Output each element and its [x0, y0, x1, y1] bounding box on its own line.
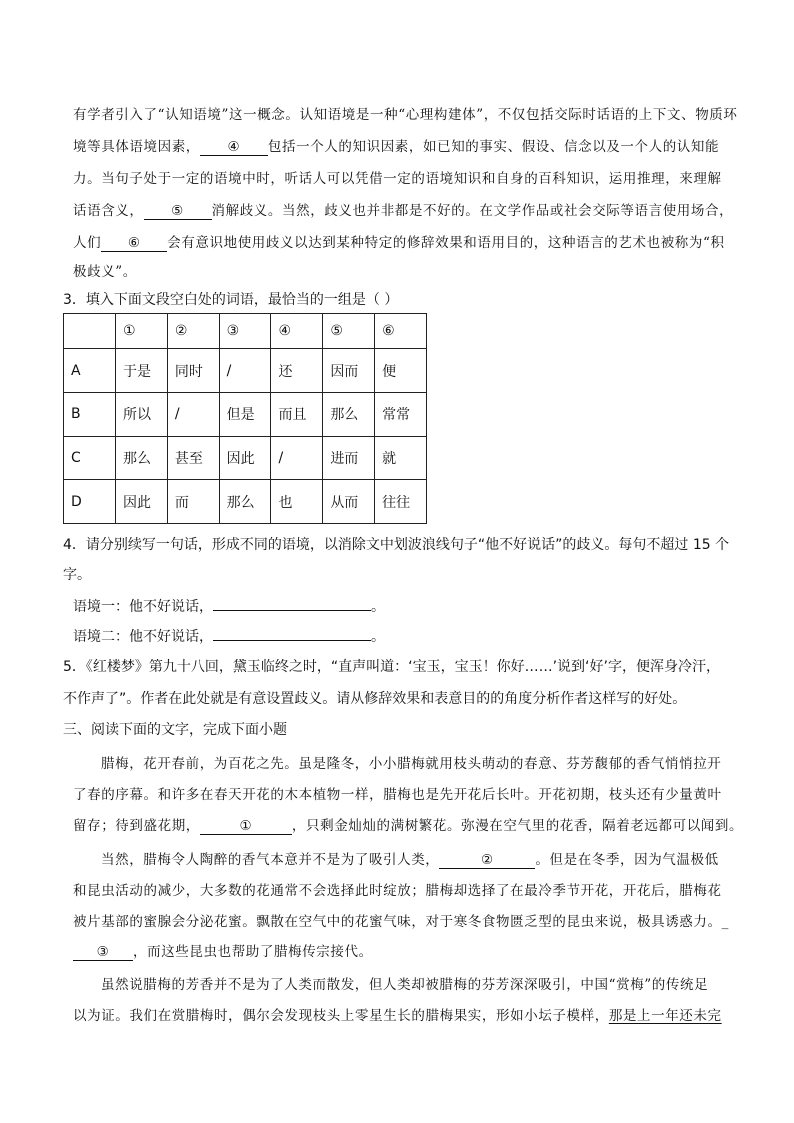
- table-cell: 进而: [323, 436, 375, 480]
- passage2-line-1: 腊梅，花开春前，为百花之先。虽是隆冬，小小腊梅就用枝头萌动的春意、芬芳馥郁的香气悄悄拉开: [101, 756, 722, 772]
- table-cell: 同时: [167, 349, 219, 393]
- table-cell: ③: [219, 314, 271, 349]
- table-cell: 因而: [323, 349, 375, 393]
- question-4-prompt-cont: 字。: [63, 567, 91, 583]
- passage2-line-9: [73, 1004, 722, 1024]
- passage2-line-7-end: ，而这些昆虫也帮助了腊梅传宗接代。: [133, 944, 373, 960]
- question-4-prompt: 4．请分别续写一句话，形成不同的语境，以消除文中划波浪线句子“他不好说话”的歧义。每句不超过 15 个: [63, 537, 730, 553]
- passage2-line-2: 了春的序幕。和许多在春天开花的木本植物一样，腊梅也是先开花后长叶。开花初期，枝头还有少量黄叶: [73, 787, 722, 803]
- table-cell: ②: [167, 314, 219, 349]
- options-table: [63, 313, 427, 524]
- question-5-prompt-cont: 不作声了”。作者在此处就是有意设置歧义。请从修辞效果和表意目的的角度分析作者这样写的好处。: [63, 691, 687, 707]
- passage2-line-6: [73, 910, 729, 930]
- table-cell: 便: [375, 349, 427, 393]
- passage2-line-4-start: 当然，腊梅令人陶醉的香气本意并不是为了吸引人类，: [101, 852, 440, 868]
- passage2-line-7: [73, 940, 373, 961]
- table-cell: /: [271, 436, 323, 480]
- context-1-period: 。: [371, 599, 385, 615]
- context-1-line: [73, 596, 385, 616]
- section-3-title: 三、阅读下面的文字，完成下面小题: [63, 722, 287, 738]
- blank-6: ⑥: [101, 235, 167, 252]
- passage1-line-3: 力。当句子处于一定的语境中时，听话人可以凭借一定的语境知识和自身的百科知识，运用推理，来理解: [73, 171, 722, 187]
- table-cell: 往往: [375, 480, 427, 524]
- passage2-line-4-end: 。但是在冬季，因为气温极低: [535, 852, 719, 868]
- context-2-label: 语境二：他不好说话，: [73, 629, 213, 645]
- table-cell: 那么: [116, 436, 168, 480]
- table-cell: 因此: [116, 480, 168, 524]
- passage2-line-6-text: 被片基部的蜜腺会分泌花蜜。飘散在空气中的花蜜气味，对于寒冬食物匮乏型的昆虫来说，极具诱惑力。: [73, 914, 722, 930]
- table-cell: ④: [271, 314, 323, 349]
- table-cell: 也: [271, 480, 323, 524]
- table-cell: /: [167, 393, 219, 437]
- table-cell: 甚至: [167, 436, 219, 480]
- underlined-sentence: 那是上一年还未完: [608, 1008, 722, 1024]
- table-row: [64, 349, 427, 393]
- table-cell: C: [64, 436, 116, 480]
- passage1-line-5-start: 人们: [73, 235, 102, 251]
- question-5-prompt: 5．《红楼梦》第九十八回，黛玉临终之时，“直声叫道：‘宝玉，宝玉！你好……’说到‘好’字，便浑身冷汗，: [63, 659, 720, 675]
- table-cell: 就: [375, 436, 427, 480]
- passage2-line-6-underscore: _: [721, 914, 729, 930]
- passage1-line-6: 极歧义”。: [73, 264, 137, 280]
- passage2-line-5: 和昆虫活动的减少，大多数的花通常不会选择此时绽放；腊梅却选择了在最冷季节开花，开花后，腊梅花: [73, 883, 722, 899]
- passage1-line-4-start: 话语含义，: [73, 203, 144, 219]
- passage2-line-4: [101, 848, 719, 869]
- table-row: [64, 480, 427, 524]
- passage1-line-2: [73, 135, 719, 156]
- passage1-line-5-end: 会有意识地使用歧义以达到某种特定的修辞效果和语用目的，这种语言的艺术也被称为“积: [167, 235, 725, 251]
- table-header-row: [64, 314, 427, 349]
- passage1-line-2-end: 包括一个人的知识因素，如已知的事实、假设、信念以及一个人的认知能: [267, 139, 720, 155]
- blank-5: ⑤: [144, 203, 212, 220]
- table-cell: /: [219, 349, 271, 393]
- table-row: [64, 436, 427, 480]
- table-cell: 常常: [375, 393, 427, 437]
- table-cell: 那么: [323, 393, 375, 437]
- passage1-line-1: 有学者引入了“认知语境”这一概念。认知语境是一种“心理构建体”，不仅包括交际时话语的上下文、物质环: [73, 107, 738, 123]
- table-cell: B: [64, 393, 116, 437]
- table-cell: 因此: [219, 436, 271, 480]
- table-cell: 而: [167, 480, 219, 524]
- context-2-answer-blank[interactable]: [213, 626, 371, 641]
- table-cell: 于是: [116, 349, 168, 393]
- table-cell: 所以: [116, 393, 168, 437]
- blank-4: ④: [200, 139, 268, 156]
- context-2-period: 。: [371, 629, 385, 645]
- question-3-prompt: 3．填入下面文段空白处的词语，最恰当的一组是（ ）: [63, 292, 399, 308]
- table-cell: [64, 314, 116, 349]
- table-cell: ⑥: [375, 314, 427, 349]
- blank-2: ②: [439, 852, 535, 869]
- passage1-line-4: [73, 199, 733, 220]
- passage2-line-3: [73, 814, 743, 835]
- table-cell: A: [64, 349, 116, 393]
- table-row: [64, 393, 427, 437]
- passage2-line-3-start: 留存；待到盛花期，: [73, 818, 200, 834]
- passage1-line-5: [73, 231, 725, 252]
- context-1-answer-blank[interactable]: [213, 596, 371, 611]
- table-cell: 但是: [219, 393, 271, 437]
- passage2-line-3-end: ，只剩金灿灿的满树繁花。弥漫在空气里的花香，隔着老远都可以闻到。: [291, 818, 744, 834]
- blank-3: ③: [73, 944, 133, 961]
- passage1-line-4-end: 消解歧义。当然，歧义也并非都是不好的。在文学作品或社会交际等语言使用场合，: [211, 203, 734, 219]
- context-1-label: 语境一：他不好说话，: [73, 599, 213, 615]
- table-cell: D: [64, 480, 116, 524]
- context-2-line: [73, 626, 385, 646]
- table-cell: ①: [116, 314, 168, 349]
- table-cell: ⑤: [323, 314, 375, 349]
- blank-1: ①: [200, 818, 292, 835]
- table-cell: 还: [271, 349, 323, 393]
- table-cell: 那么: [219, 480, 271, 524]
- passage2-line-9-start: 以为证。我们在赏腊梅时，偶尔会发现枝头上零星生长的腊梅果实，形如小坛子模样，: [73, 1008, 609, 1024]
- table-cell: 而且: [271, 393, 323, 437]
- table-cell: 从而: [323, 480, 375, 524]
- passage1-line-2-start: 境等具体语境因素，: [73, 139, 200, 155]
- passage2-line-8: 虽然说腊梅的芳香并不是为了人类而散发，但人类却被腊梅的芬芳深深吸引，中国“赏梅”的传统足: [101, 977, 709, 993]
